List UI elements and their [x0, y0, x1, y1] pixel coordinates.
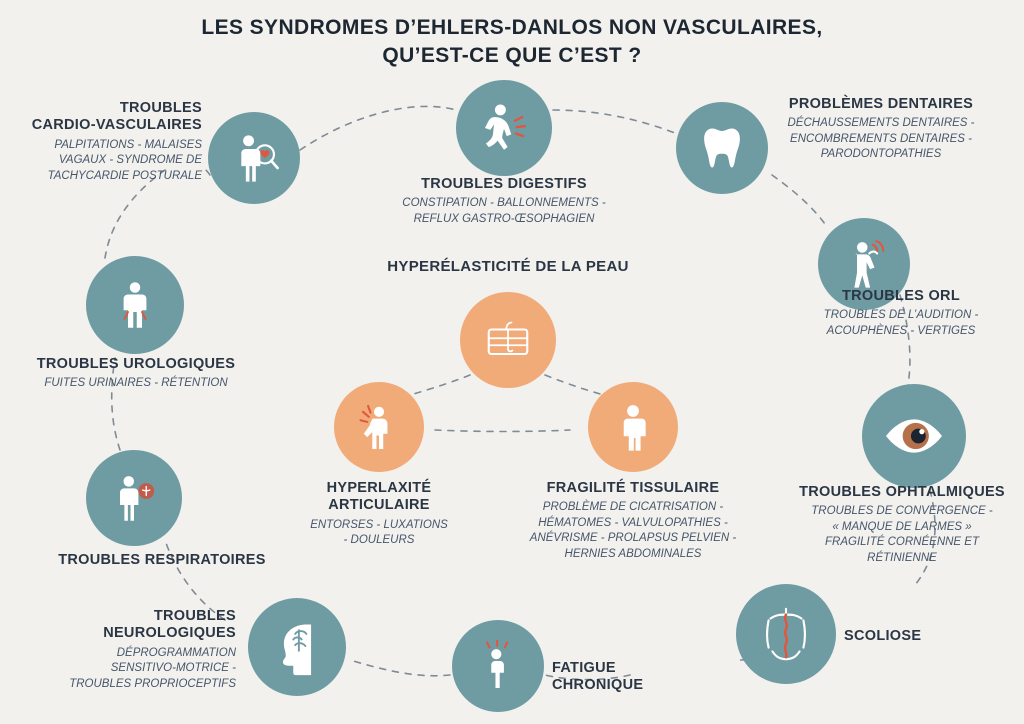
label-heading: TROUBLES NEUROLOGIQUES — [103, 608, 236, 642]
label-heading: HYPERLAXITÉ ARTICULAIRE — [326, 480, 432, 514]
label-sub: TROUBLES DE L’AUDITION - ACOUPHÈNES - VERTIGES — [823, 309, 979, 337]
node-troubles-urologiques[interactable] — [86, 256, 184, 354]
title-line-1: LES SYNDROMES D’EHLERS-DANLOS NON VASCULAIRES, — [201, 16, 823, 39]
label-heading: TROUBLES CARDIO-VASCULAIRES — [31, 100, 202, 134]
label-heading: SCOLIOSE — [844, 628, 922, 644]
label-sub: PROBLÈME DE CICATRISATION - HÉMATOMES - VALVULOPATHIES - ANÉVRISME - PROLAPSUS PELVIEN - HERNIES ABDOMINALES — [529, 501, 737, 560]
node-troubles-digestifs[interactable] — [456, 80, 552, 176]
label-troubles-respiratoires — [32, 552, 292, 569]
person-body-icon — [606, 400, 660, 454]
person-bladder-icon — [107, 277, 163, 333]
label-sub: CONSTIPATION - BALLONNEMENTS - REFLUX GASTRO-ŒSOPHAGIEN — [402, 197, 606, 225]
label-fragilite-tissulaire — [496, 480, 770, 562]
label-troubles-digestifs — [370, 176, 638, 227]
eye-icon — [879, 401, 949, 471]
head-brain-icon — [267, 617, 327, 677]
label-heading: PROBLÈMES DENTAIRES — [788, 96, 974, 112]
label-fatigue-chronique — [552, 660, 732, 695]
label-sub: PALPITATIONS - MALAISES VAGAUX - SYNDROME DE TACHYCARDIE POSTURALE — [47, 138, 202, 182]
label-heading: TROUBLES DIGESTIFS — [421, 176, 587, 192]
label-troubles-ophtalmiques — [780, 484, 1024, 566]
person-lungs-icon — [106, 470, 162, 526]
node-scoliose[interactable] — [736, 584, 836, 684]
node-hyperelasticite-peau[interactable] — [460, 292, 556, 388]
spine-icon — [755, 603, 817, 665]
label-sub: DÉCHAUSSEMENTS DENTAIRES - ENCOMBREMENTS DENTAIRES - PARODONTOPATHIES — [787, 117, 975, 161]
node-troubles-respiratoires[interactable] — [86, 450, 182, 546]
person-shoulder-pain-icon — [352, 400, 406, 454]
label-heading: FATIGUE CHRONIQUE — [552, 660, 644, 694]
label-hyperlaxite-articulaire — [282, 480, 476, 549]
person-heart-icon — [225, 129, 283, 187]
label-troubles-orl — [788, 288, 1014, 339]
label-heading: TROUBLES RESPIRATOIRES — [58, 552, 266, 568]
label-cardio-vasculaire — [10, 100, 202, 184]
label-scoliose — [844, 628, 1014, 645]
label-heading: TROUBLES ORL — [842, 288, 960, 304]
title-line-2: QU’EST-CE QUE C’EST ? — [382, 44, 642, 68]
node-fatigue-chronique[interactable] — [452, 620, 544, 712]
label-sub: ENTORSES - LUXATIONS - DOULEURS — [310, 518, 448, 547]
label-sub: TROUBLES DE CONVERGENCE - « MANQUE DE LARMES » FRAGILITÉ CORNÉENNE ET RÉTINIENNE — [811, 505, 993, 564]
node-hyperlaxite-articulaire[interactable] — [334, 382, 424, 472]
tired-person-icon — [471, 639, 525, 693]
person-stomach-pain-icon — [475, 99, 533, 157]
node-troubles-ophtalmiques[interactable] — [862, 384, 966, 488]
label-troubles-urologiques — [10, 356, 262, 392]
person-ear-pain-icon — [836, 236, 892, 292]
label-heading: HYPERÉLASTICITÉ DE LA PEAU — [387, 258, 629, 275]
page-title — [0, 14, 1024, 71]
label-hyperelasticite-peau — [358, 258, 658, 276]
tooth-icon — [696, 122, 748, 174]
node-fragilite-tissulaire[interactable] — [588, 382, 678, 472]
label-troubles-neurologiques — [12, 608, 236, 692]
node-cardio-vasculaire[interactable] — [208, 112, 300, 204]
label-heading: TROUBLES UROLOGIQUES — [36, 356, 236, 372]
skin-layers-icon — [480, 312, 536, 368]
node-troubles-neurologiques[interactable] — [248, 598, 346, 696]
label-heading: FRAGILITÉ TISSULAIRE — [546, 480, 720, 496]
label-heading: TROUBLES OPHTALMIQUES — [799, 484, 1005, 500]
label-sub: DÉPROGRAMMATION SENSITIVO-MOTRICE - TROUBLES PROPRIOCEPTIFS — [69, 646, 236, 690]
label-sub: FUITES URINAIRES - RÉTENTION — [44, 377, 228, 390]
label-problemes-dentaires — [752, 96, 1010, 163]
